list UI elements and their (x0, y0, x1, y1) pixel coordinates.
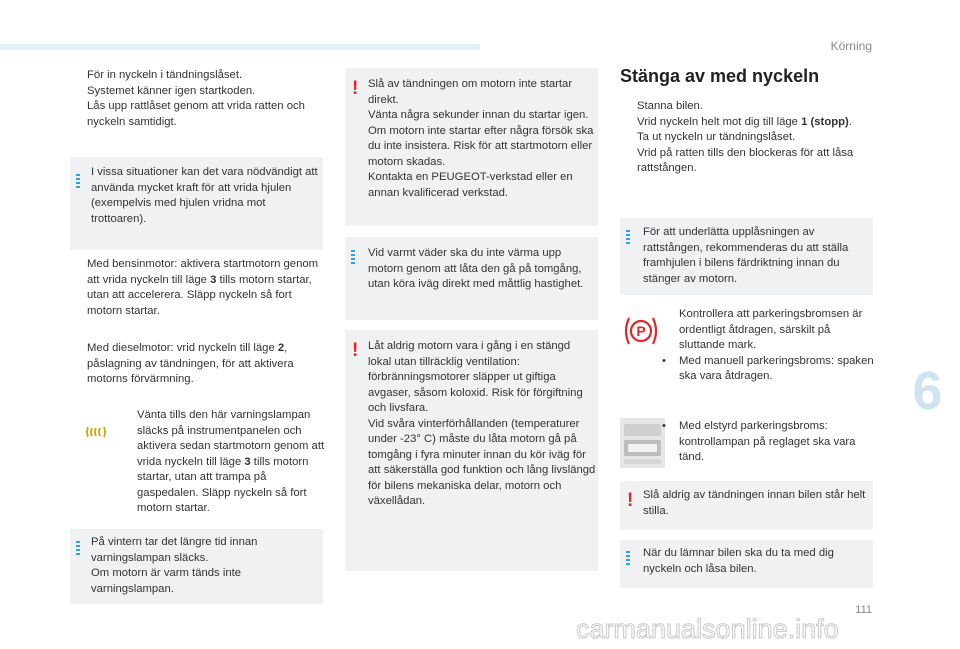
leave-car-text: När du lämnar bilen ska du ta med dig nyckeln och låsa bilen. (643, 547, 834, 575)
glow-position: 3 (244, 455, 251, 468)
step-code-recognized: Systemet känner igen startkoden. (87, 84, 256, 97)
parking-check-text: Kontrollera att parkeringsbromsen är ordentligt åtdragen, särskilt på sluttande mark. (679, 308, 863, 351)
preheating-lamp-icon (85, 425, 107, 439)
parking-brake-steps (662, 307, 875, 385)
info-marker-icon (351, 250, 355, 264)
stop-position: 1 (stopp) (801, 115, 849, 128)
header-bar (0, 44, 480, 50)
bullet-glyph (70, 257, 87, 319)
step-turn-key: Vrid nyckeln helt mot dig till läge (637, 115, 802, 128)
info-marker-icon (76, 174, 80, 188)
bullet-glyph (620, 146, 637, 177)
warm-engine-text: Om motorn är varm tänds inte varningslampan. (91, 567, 242, 595)
step-lock-steering: Vrid på ratten tills den blockeras för att låsa rattstången. (637, 146, 854, 174)
intro-steps (70, 68, 325, 130)
warning-box-no-start (345, 68, 598, 226)
info-box-winter (70, 529, 323, 604)
bullet-glyph (620, 115, 637, 131)
petrol-position: 3 (210, 273, 217, 286)
bullet-glyph (620, 130, 637, 146)
info-marker-icon (626, 230, 630, 244)
warn-contact-text: Kontakta en PEUGEOT-verkstad eller en annan kvalificerad verkstad. (368, 171, 573, 199)
glow-plug-step (120, 408, 325, 517)
info-box-force (70, 157, 323, 250)
bullet-glyph (620, 99, 637, 115)
info-box-wheels (620, 218, 873, 295)
chapter-number: 6 (912, 361, 943, 421)
cold-weather-text: Vid svåra vinterförhållanden (temperaturer under -23° C) måste du låta motorn gå på tomgång i fyra minuter innan du kör iväg för att säkerställa god funktion och lång livslängd för bilens mekaniska delar, motorn och växellådan. (368, 417, 596, 507)
svg-text:P: P (636, 323, 646, 339)
warning-marker-icon: ! (352, 340, 359, 361)
info-box-warm-weather (345, 237, 598, 320)
stop-steps (620, 99, 875, 177)
step-unlock-steering: Lås upp rattlåset genom att vrida ratten och nyckeln samtidigt. (87, 100, 305, 128)
info-box-leave-car (620, 540, 873, 588)
warn-stop-text: Slå av tändningen om motorn inte startar direkt. (368, 78, 573, 106)
ventilation-text: Låt aldrig motorn vara i gång i en stängd lokal utan tillräcklig ventilation: förbränningsmotorer släpper ut giftiga avgaser, såsom koloxid. Risk för förgiftning och livsfara. (368, 340, 583, 414)
petrol-text-end: tills motorn startar, utan att accelerera. Släpp nyckeln så fort motorn startar. (87, 273, 312, 317)
info-text: I vissa situationer kan det vara nödvändigt att använda mycket kraft för att vrida hjulen (exempelvis med hjulen vridna mot trottoaren). (91, 166, 318, 225)
electric-parking-brake-switch-icon (620, 418, 665, 468)
info-marker-icon (76, 541, 80, 555)
electric-brake-text: Med elstyrd parkeringsbroms: kontrollampan på reglaget ska vara tänd. (679, 420, 856, 463)
warning-marker-icon: ! (352, 78, 359, 99)
watermark-text: carmanualsonline.info (576, 614, 839, 644)
page-title: Stänga av med nyckeln (620, 66, 820, 86)
bullet-glyph (70, 341, 87, 388)
step-insert-key: För in nyckeln i tändningslåset. (87, 69, 243, 81)
chapter-tab (895, 338, 960, 438)
petrol-text: Med bensinmotor: aktivera startmotorn genom att vrida nyckeln till läge (87, 258, 319, 286)
diesel-start (70, 341, 325, 388)
manual-brake-text: Med manuell parkeringsbroms: spaken ska vara åtdragen. (679, 354, 874, 382)
petrol-start (70, 257, 325, 319)
page-number: 111 (855, 604, 872, 616)
watermark (576, 612, 906, 646)
wheels-text: För att underlätta upplåsningen av rattstången, rekommenderas du att ställa framhjulen i bilens färdriktning innan du stänger av motorn. (643, 226, 849, 285)
warning-box-ignition (620, 481, 873, 530)
bullet-glyph (70, 68, 87, 99)
bullet-glyph (662, 307, 679, 354)
warning-marker-icon: ! (627, 490, 634, 511)
parking-brake-icon (622, 314, 660, 348)
warn-wait-text: Vänta några sekunder innan du startar igen. Om motorn inte startar efter några försök ska du inte insistera. Risk för att startmotorn eller motorn skadas. (368, 109, 594, 168)
electric-brake-step (662, 419, 875, 466)
glow-text: Vänta tills den här varningslampan släcks på instrumentpanelen och aktivera sedan startmotorn genom att vrida nyckeln till läge (137, 409, 325, 468)
diesel-text: Med dieselmotor: vrid nyckeln till läge (87, 342, 278, 354)
diesel-position: 2 (277, 342, 285, 354)
warm-weather-text: Vid varmt väder ska du inte värma upp motorn genom att låta den gå på tomgång, utan köra iväg direkt med måttlig hastighet. (368, 247, 584, 290)
info-marker-icon (626, 551, 630, 565)
dot-glyph: • (662, 420, 666, 432)
bullet-glyph (120, 408, 137, 517)
section-title: Körning (830, 39, 872, 53)
warning-box-ventilation (345, 330, 598, 571)
step-remove-key: Ta ut nyckeln ur tändningslåset. (637, 131, 796, 143)
bullet-glyph (70, 99, 87, 130)
dot-glyph: • (662, 354, 666, 367)
step-stop-car: Stanna bilen. (637, 100, 703, 112)
ignition-warning-text: Slå aldrig av tändningen innan bilen står helt stilla. (643, 489, 866, 517)
winter-text: På vintern tar det längre tid innan varningslampan släcks. (91, 536, 258, 564)
glow-text-end: tills motorn startar, utan att trampa på gaspedalen. Släpp nyckeln så fort motorn startar. (137, 455, 309, 514)
step-turn-key-end: . (848, 115, 852, 128)
diesel-text-end: , påslagning av tändningen, för att aktivera motorns förvärmning. (87, 342, 294, 385)
